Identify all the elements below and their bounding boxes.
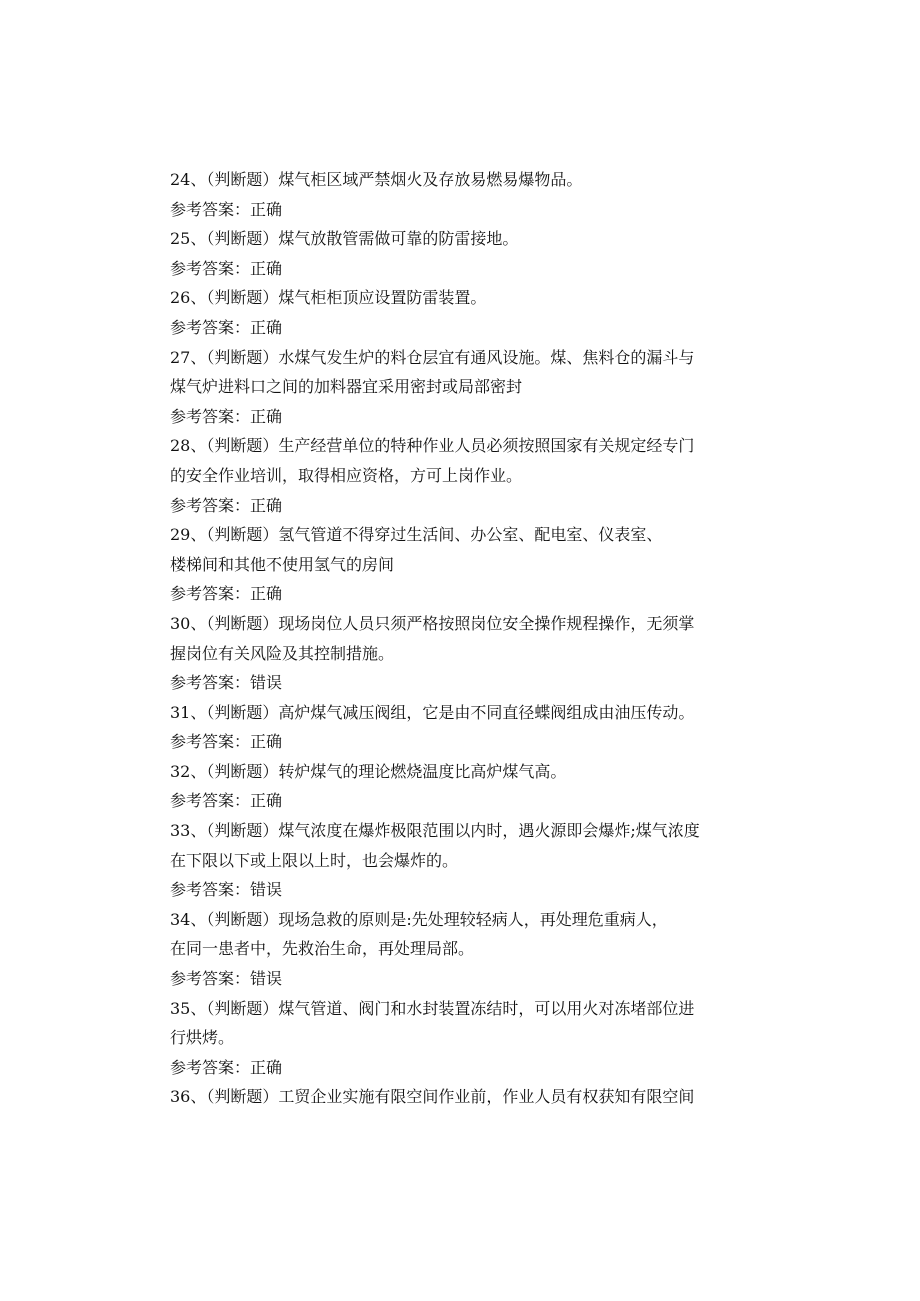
question-text: 的安全作业培训，取得相应资格，方可上岗作业。	[170, 465, 523, 485]
answer-value: 正确	[250, 317, 283, 337]
question-type: （判断题）	[206, 821, 279, 841]
question-text: 在同一患者中，先救治生命，再处理局部。	[170, 939, 475, 959]
question-text: 煤气浓度在爆炸极限范围以内时，遇火源即会爆炸;煤气浓度	[278, 821, 700, 841]
answer-label: 参考答案：	[170, 673, 251, 693]
answer-line	[170, 786, 750, 816]
question-item	[170, 165, 750, 224]
question-number: 27、	[170, 347, 207, 367]
answer-line	[170, 875, 750, 905]
question-text: 握岗位有关风险及其控制措施。	[170, 643, 395, 663]
question-type: （判断题）	[206, 761, 279, 781]
answer-value: 正确	[250, 732, 283, 752]
question-text: 煤气炉进料口之间的加料器宜采用密封或局部密封	[170, 377, 523, 397]
question-type: （判断题）	[206, 613, 279, 633]
question-item	[170, 520, 750, 609]
question-item	[170, 609, 750, 698]
answer-line	[170, 195, 750, 225]
question-line	[170, 698, 750, 728]
answer-label: 参考答案：	[170, 258, 251, 278]
question-item	[170, 1082, 750, 1112]
question-line	[170, 757, 750, 787]
answer-line	[170, 1053, 750, 1083]
question-item	[170, 343, 750, 432]
question-line	[170, 994, 750, 1024]
answer-line	[170, 964, 750, 994]
answer-label: 参考答案：	[170, 199, 251, 219]
question-line	[170, 165, 750, 195]
question-item	[170, 816, 750, 905]
question-item	[170, 283, 750, 342]
question-number: 32、	[170, 761, 207, 781]
question-number: 33、	[170, 821, 207, 841]
answer-line	[170, 491, 750, 521]
question-type: （判断题）	[206, 436, 279, 456]
question-line	[170, 905, 750, 935]
question-continuation-line	[170, 372, 750, 402]
question-continuation-line	[170, 639, 750, 669]
question-line	[170, 343, 750, 373]
answer-label: 参考答案：	[170, 880, 251, 900]
answer-label: 参考答案：	[170, 584, 251, 604]
question-number: 34、	[170, 909, 207, 929]
question-number: 24、	[170, 170, 207, 189]
question-type: （判断题）	[206, 288, 279, 308]
question-text: 现场急救的原则是:先处理较轻病人，再处理危重病人，	[278, 909, 668, 929]
question-number: 36、	[170, 1087, 207, 1107]
answer-value: 正确	[250, 199, 283, 219]
answer-line	[170, 254, 750, 284]
question-text: 高炉煤气减压阀组，它是由不同直径蝶阀组成由油压传动。	[278, 702, 695, 722]
answer-value: 正确	[250, 791, 283, 811]
question-continuation-line	[170, 461, 750, 491]
question-number: 29、	[170, 525, 207, 545]
question-item	[170, 757, 750, 816]
answer-value: 正确	[250, 406, 283, 426]
question-continuation-line	[170, 934, 750, 964]
question-item	[170, 905, 750, 994]
answer-value: 错误	[250, 673, 283, 693]
question-type: （判断题）	[206, 909, 279, 929]
question-line	[170, 1082, 750, 1112]
question-number: 31、	[170, 702, 207, 722]
question-item	[170, 698, 750, 757]
question-text: 煤气柜柜顶应设置防雷装置。	[278, 288, 487, 308]
question-item	[170, 224, 750, 283]
answer-line	[170, 313, 750, 343]
question-continuation-line	[170, 846, 750, 876]
question-type: （判断题）	[206, 170, 279, 189]
question-line	[170, 224, 750, 254]
question-text: 水煤气发生炉的料仓层宜有通风设施。煤、焦料仓的漏斗与	[278, 347, 695, 367]
question-text: 煤气放散管需做可靠的防雷接地。	[278, 229, 519, 249]
answer-value: 错误	[250, 880, 283, 900]
question-number: 25、	[170, 229, 207, 249]
question-type: （判断题）	[206, 229, 279, 249]
question-item	[170, 994, 750, 1083]
question-type: （判断题）	[206, 998, 279, 1018]
question-text: 氢气管道不得穿过生活间、办公室、配电室、仪表室、	[278, 525, 663, 545]
answer-label: 参考答案：	[170, 406, 251, 426]
answer-line	[170, 727, 750, 757]
question-continuation-line	[170, 550, 750, 580]
question-text: 在下限以下或上限以上时，也会爆炸的。	[170, 850, 459, 870]
question-text: 工贸企业实施有限空间作业前，作业人员有权获知有限空间	[278, 1087, 695, 1107]
question-number: 35、	[170, 998, 207, 1018]
answer-label: 参考答案：	[170, 495, 251, 515]
document-page	[170, 165, 750, 1112]
answer-line	[170, 402, 750, 432]
question-line	[170, 816, 750, 846]
question-number: 30、	[170, 613, 207, 633]
question-number: 26、	[170, 288, 207, 308]
answer-label: 参考答案：	[170, 791, 251, 811]
answer-label: 参考答案：	[170, 1057, 251, 1077]
question-text: 行烘烤。	[170, 1028, 235, 1048]
answer-line	[170, 579, 750, 609]
question-number: 28、	[170, 436, 207, 456]
question-type: （判断题）	[206, 1087, 279, 1107]
question-line	[170, 609, 750, 639]
answer-value: 正确	[250, 258, 283, 278]
question-text: 煤气管道、阀门和水封装置冻结时，可以用火对冻堵部位进	[278, 998, 695, 1018]
answer-line	[170, 668, 750, 698]
answer-value: 正确	[250, 584, 283, 604]
answer-value: 正确	[250, 1057, 283, 1077]
answer-value: 错误	[250, 969, 283, 989]
question-type: （判断题）	[206, 702, 279, 722]
question-item	[170, 431, 750, 520]
answer-label: 参考答案：	[170, 732, 251, 752]
answer-value: 正确	[250, 495, 283, 515]
question-text: 转炉煤气的理论燃烧温度比高炉煤气高。	[278, 761, 567, 781]
answer-label: 参考答案：	[170, 317, 251, 337]
question-line	[170, 283, 750, 313]
question-text: 煤气柜区域严禁烟火及存放易燃易爆物品。	[278, 170, 583, 189]
answer-label: 参考答案：	[170, 969, 251, 989]
question-line	[170, 520, 750, 550]
question-type: （判断题）	[206, 347, 279, 367]
question-text: 生产经营单位的特种作业人员必须按照国家有关规定经专门	[278, 436, 695, 456]
question-text: 现场岗位人员只须严格按照岗位安全操作规程操作，无须掌	[278, 613, 695, 633]
question-type: （判断题）	[206, 525, 279, 545]
question-line	[170, 431, 750, 461]
question-text: 楼梯间和其他不使用氢气的房间	[170, 554, 395, 574]
question-continuation-line	[170, 1023, 750, 1053]
